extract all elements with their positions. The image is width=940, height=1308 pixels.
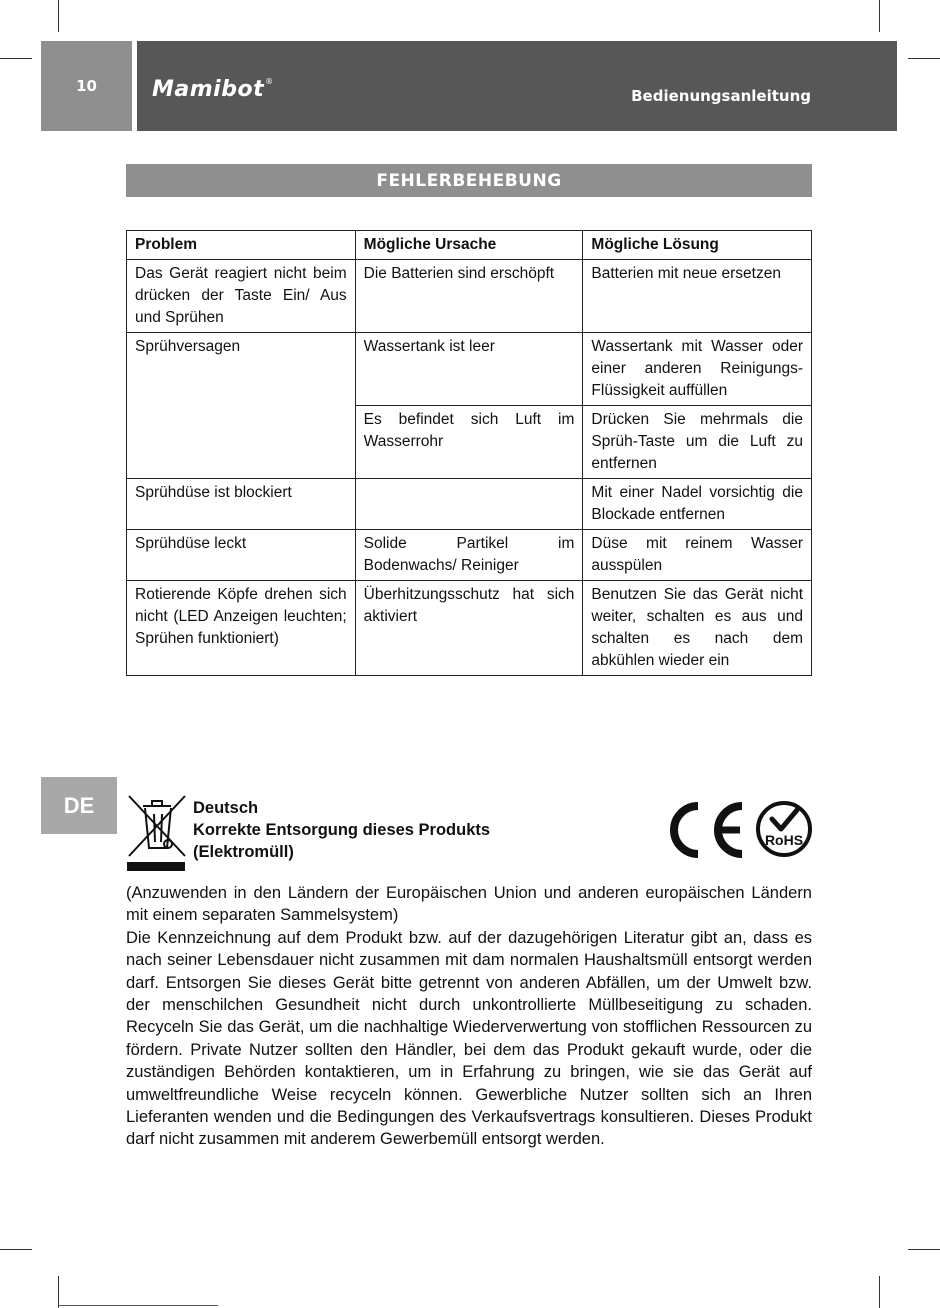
- problem-cell: Sprühversagen: [127, 333, 356, 479]
- table-row: [127, 479, 812, 530]
- solution-cell: Wassertank mit Wasser oder einer anderen Reinigungs-Flüssigkeit auffüllen: [583, 333, 812, 406]
- column-header-cause: Mögliche Ursache: [355, 231, 583, 260]
- section-title: FEHLERBEHEBUNG: [126, 164, 812, 197]
- cause-cell: Die Batterien sind erschöpft: [355, 260, 583, 333]
- solution-cell: Düse mit reinem Wasser ausspülen: [583, 530, 812, 581]
- crop-mark: [908, 1249, 940, 1250]
- cause-cell: [355, 479, 583, 530]
- disposal-text: [126, 882, 812, 1151]
- solution-cell: Batterien mit neue ersetzen: [583, 260, 812, 333]
- column-header-solution: Mögliche Lösung: [583, 231, 812, 260]
- table-header-row: [127, 231, 812, 260]
- page-number: 10: [41, 41, 132, 131]
- language-tab: DE: [41, 777, 117, 834]
- cause-cell: Es befindet sich Luft im Wasserrohr: [355, 406, 583, 479]
- rohs-icon: [755, 800, 813, 858]
- footer-rule: [58, 1305, 218, 1306]
- column-header-problem: Problem: [127, 231, 356, 260]
- disposal-paragraph: Die Kennzeichnung auf dem Produkt bzw. auf der dazugehörigen Literatur gibt an, dass es nach seiner Lebensdauer nicht zusammen mit dam normalen Haushaltsmüll entsorgt werden darf. Entsorgen Sie dieses Gerät bitte getrennt von anderen Abfällen, um der Umwelt bzw. der menschilchen Gesundheit nicht durch unkontrollierte Müllbeseitigung zu schaden. Recyceln Sie das Gerät, um die nachhaltige Wiederverwertung von stofflichen Ressourcen zu fördern. Private Nutzer sollten den Händler, bei dem das Produkt gekauft wurde, oder die zuständigen Behörden kontaktieren, um in Erfahrung zu bringen, wie sie das Gerät auf umweltfreundliche Weise recyceln können. Gewerbliche Nutzer sollten sich an Ihren Lieferanten wenden und die Bedingungen des Verkaufsvertrags konsultieren. Dieses Produkt darf nicht zusammen mit anderem Gewerbemüll entsorgt werden.: [126, 928, 812, 1149]
- disposal-heading: [193, 797, 490, 863]
- crop-mark: [879, 1276, 880, 1308]
- crop-mark: [879, 0, 880, 32]
- troubleshooting-table: [126, 230, 812, 676]
- crop-mark: [58, 0, 59, 32]
- rohs-label: RoHS: [764, 832, 804, 848]
- problem-cell: Sprühdüse leckt: [127, 530, 356, 581]
- disposal-subtitle: (Elektromüll): [193, 843, 294, 861]
- cause-cell: Überhitzungsschutz hat sich aktiviert: [355, 581, 583, 676]
- solution-cell: Drücken Sie mehrmals die Sprüh-Taste um die Luft zu entfernen: [583, 406, 812, 479]
- ce-mark-icon: [660, 800, 746, 860]
- header-bar: [137, 41, 897, 131]
- cause-cell: Solide Partikel im Bodenwachs/ Reiniger: [355, 530, 583, 581]
- crossed-out-bin-icon: [127, 792, 187, 872]
- crop-mark: [0, 1249, 32, 1250]
- disposal-title: Korrekte Entsorgung dieses Produkts: [193, 821, 491, 839]
- brand-logo: Mamibot®: [152, 77, 274, 102]
- document-title: Bedienungsanleitung: [631, 87, 811, 105]
- table-row: [127, 333, 812, 406]
- crop-mark: [0, 58, 32, 59]
- disposal-language: Deutsch: [193, 799, 259, 817]
- crop-mark: [58, 1276, 59, 1308]
- table-row: [127, 530, 812, 581]
- disposal-paragraph: (Anzuwenden in den Ländern der Europäischen Union und anderen europäischen Ländern mit einem separaten Sammelsystem): [126, 884, 812, 925]
- crop-mark: [908, 58, 940, 59]
- solution-cell: Mit einer Nadel vorsichtig die Blockade entfernen: [583, 479, 812, 530]
- problem-cell: Rotierende Köpfe drehen sich nicht (LED Anzeigen leuchten; Sprühen funktioniert): [127, 581, 356, 676]
- problem-cell: Sprühdüse ist blockiert: [127, 479, 356, 530]
- table-row: [127, 581, 812, 676]
- cause-cell: Wassertank ist leer: [355, 333, 583, 406]
- problem-cell: Das Gerät reagiert nicht beim drücken der Taste Ein/ Aus und Sprühen: [127, 260, 356, 333]
- solution-cell: Benutzen Sie das Gerät nicht weiter, schalten es aus und schalten es nach dem abkühlen wieder ein: [583, 581, 812, 676]
- table-row: [127, 260, 812, 333]
